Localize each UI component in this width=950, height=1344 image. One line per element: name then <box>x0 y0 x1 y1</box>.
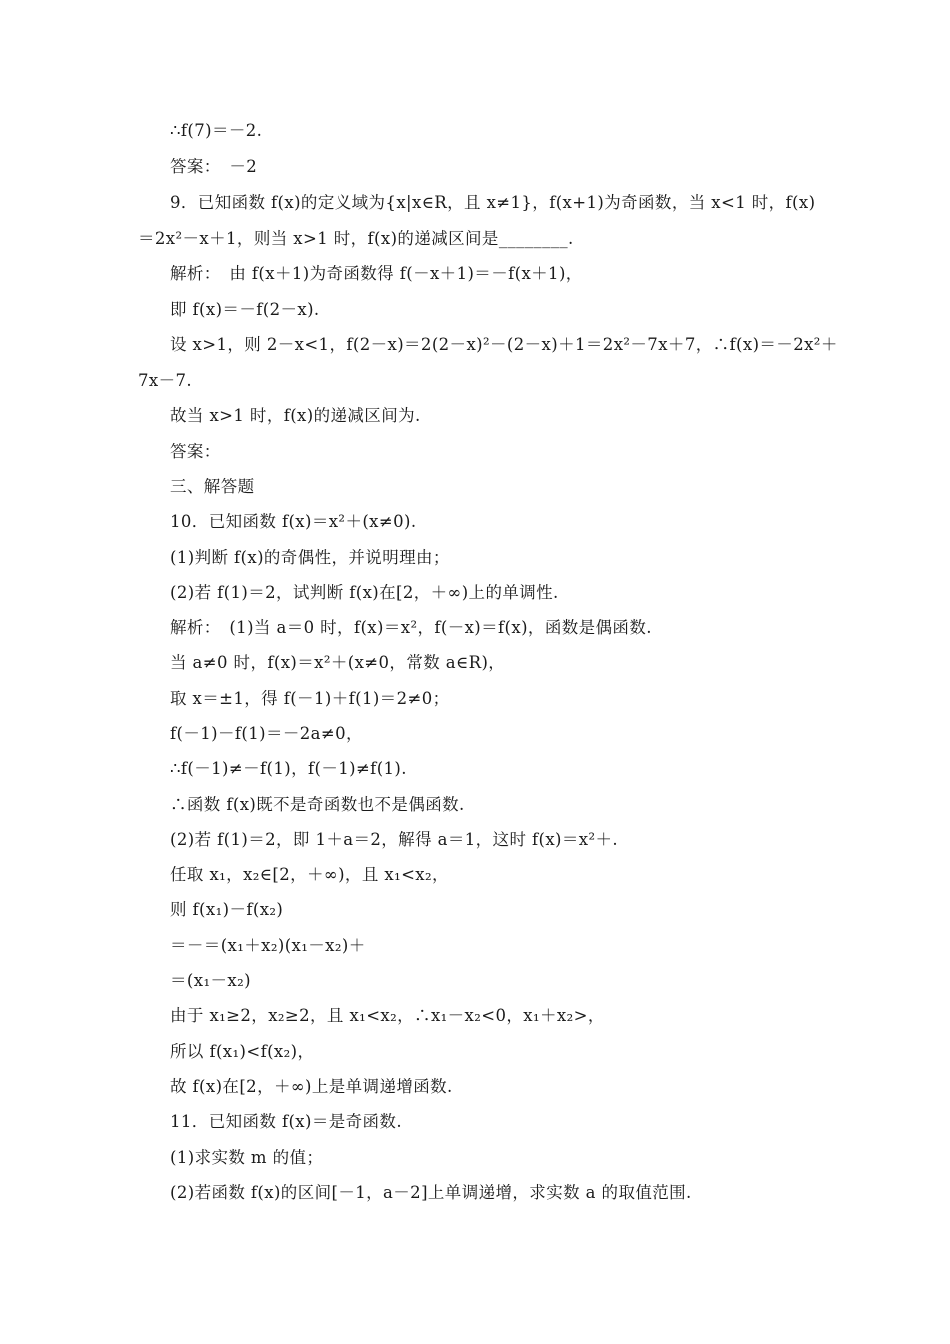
problem-9-line: ＝2x²－x＋1，则当 x>1 时，f(x)的递减区间是________. <box>138 229 574 248</box>
text-line: (1)判断 f(x)的奇偶性，并说明理由； <box>170 548 450 567</box>
text-line: ∴函数 f(x)既不是奇函数也不是偶函数. <box>170 795 465 814</box>
text-line: 设 x>1，则 2－x<1，f(2－x)＝2(2－x)²－(2－x)＋1＝2x²－7x＋7，∴f(x)＝－2x²＋ <box>170 335 838 354</box>
text-line: 所以 f(x₁)<f(x₂)， <box>170 1042 315 1061</box>
text-line: 故 f(x)在[2，＋∞)上是单调递增函数. <box>170 1077 453 1096</box>
solution-line: 解析： (1)当 a＝0 时，f(x)＝x²，f(－x)＝f(x)，函数是偶函数. <box>170 618 652 637</box>
problem-10-line: 10．已知函数 f(x)＝x²＋(x≠0). <box>170 512 417 531</box>
answer-line: 答案： <box>170 442 221 461</box>
text-line: (1)求实数 m 的值； <box>170 1148 324 1167</box>
text-line: 取 x＝±1，得 f(－1)＋f(1)＝2≠0； <box>170 689 450 708</box>
answer-line: 答案： －2 <box>170 157 258 176</box>
text-line: 故当 x>1 时，f(x)的递减区间为. <box>170 406 421 425</box>
text-line: f(－1)－f(1)＝－2a≠0， <box>170 724 363 743</box>
text-line: (2)若 f(1)＝2，试判断 f(x)在[2，＋∞)上的单调性. <box>170 583 559 602</box>
problem-9-line: 9．已知函数 f(x)的定义域为{x|x∈R，且 x≠1}，f(x+1)为奇函数，当 x<1 时，f(x) <box>170 193 816 212</box>
text-line: 当 a≠0 时，f(x)＝x²＋(x≠0，常数 a∈R)， <box>170 653 506 672</box>
text-line: 即 f(x)＝－f(2－x). <box>170 300 320 319</box>
text-line: ＝(x₁－x₂) <box>170 971 251 990</box>
text-line: (2)若 f(1)＝2，即 1＋a＝2，解得 a＝1，这时 f(x)＝x²＋. <box>170 830 619 849</box>
text-line: 7x－7. <box>138 371 193 390</box>
text-line: 任取 x₁，x₂∈[2，＋∞)，且 x₁<x₂， <box>170 865 449 884</box>
solution-line: 解析： 由 f(x＋1)为奇函数得 f(－x＋1)＝－f(x＋1)， <box>170 264 583 283</box>
text-line: 由于 x₁≥2，x₂≥2，且 x₁<x₂，∴x₁－x₂<0，x₁＋x₂>， <box>170 1006 605 1025</box>
text-line: 则 f(x₁)－f(x₂) <box>170 900 284 919</box>
text-line: (2)若函数 f(x)的区间[－1，a－2]上单调递增，求实数 a 的取值范围. <box>170 1183 692 1202</box>
text-line: ＝－＝(x₁＋x₂)(x₁－x₂)＋ <box>170 936 366 955</box>
section-heading: 三、解答题 <box>170 477 255 496</box>
problem-11-line: 11．已知函数 f(x)＝是奇函数. <box>170 1112 402 1131</box>
text-line: ∴f(7)＝－2. <box>170 121 263 140</box>
text-line: ∴f(－1)≠－f(1)，f(－1)≠f(1). <box>170 759 407 778</box>
